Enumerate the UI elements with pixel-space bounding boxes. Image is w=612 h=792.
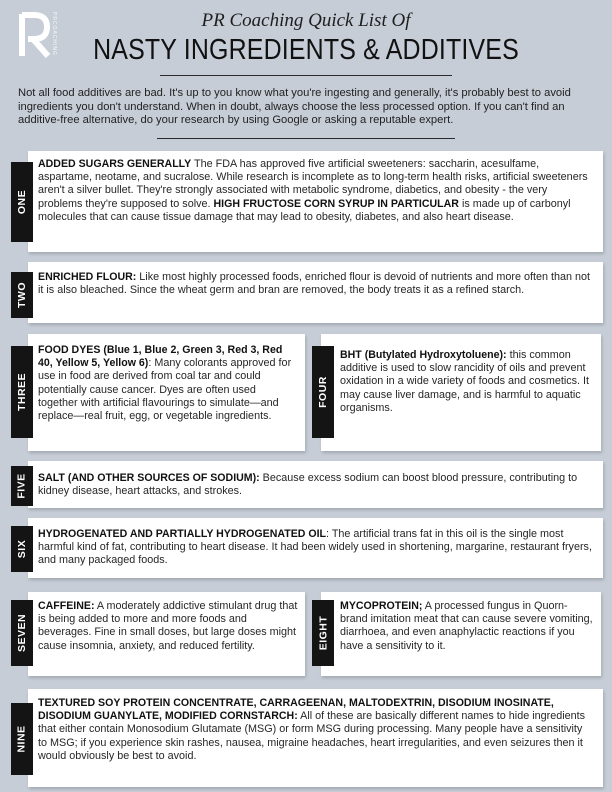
- item-text-nine: TEXTURED SOY PROTEIN CONCENTRATE, CARRAGEENAN, MALTODEXTRIN, DISODIUM INOSINATE, DISODIUM GUANYLATE, MODIFIED CORNSTARCH: All of these are basically different names to hide ingredients that either contain Monosodium Glutamate (MSG) or form MSG during processing. Many people have a sensitivity to MSG; if you experience skin rashes, nausea, migraine headaches, heart irregularities, and even seizures then it would obviously be best to avoid.: [38, 697, 586, 762]
- item-heading-nine: TEXTURED SOY PROTEIN CONCENTRATE, CARRAGEENAN, MALTODEXTRIN, DISODIUM INOSINATE, DISODIUM GUANYLATE, MODIFIED CORNSTARCH:: [38, 697, 554, 723]
- item-text-two: ENRICHED FLOUR: Like most highly processed foods, enriched flour is devoid of nutrients and more often than not it is also bleached. Since the wheat germ and bran are removed, the body treats it as a refined starch.: [38, 271, 591, 297]
- item-text-seven: CAFFEINE: A moderately addictive stimulant drug that is being added to more and more foods and beverages. Fine in small doses, but large doses might cause insomnia, anxiety, and reduced fertility.: [38, 600, 298, 652]
- item-heading-seven: CAFFEINE:: [38, 600, 95, 612]
- item-heading-six: HYDROGENATED AND PARTIALLY HYDROGENATED OIL: [38, 528, 327, 540]
- item-text-one: ADDED SUGARS GENERALLY The FDA has approved five artificial sweeteners: saccharin, acesulfame, aspartame, neotame, and sucralose. While research is incomplete as to long-term health risks, artificial sweeteners aren't a silver bullet. They're strongly associated with metabolic syndrome, diabetics, and obesity - the very problems they're supposed to solve. HIGH FRUCTOSE CORN SYRUP IN PARTICULAR is made up of carbonyl molecules that can cause tissue damage that may lead to obesity, diabetes, and also heart disease.: [38, 158, 588, 223]
- item-tab-six: SIX: [11, 526, 33, 572]
- item-tab-three: THREE: [11, 346, 33, 438]
- item-heading-four: BHT (Butylated Hydroxytoluene):: [340, 349, 507, 361]
- item-heading-eight: MYCOPROTEIN;: [340, 600, 423, 612]
- intro-paragraph: Not all food additives are bad. It's up to you know what you're ingesting and generally, it's probably best to avoid ingredients you don't understand. When in doubt, always choose the less processed option. If you can't find an additive-free alternative, do your research by using Google or asking a reputable expert.: [18, 87, 571, 127]
- logo-side-text: PRCOACHING: [51, 12, 57, 56]
- item-text-three: FOOD DYES (Blue 1, Blue 2, Green 3, Red 3, Red 40, Yellow 5, Yellow 6): Many colorants approved for use in food are derived from coal tar and could potentially cause cancer. Dyes are often used together with artificial flavourings to simulate—and replace—real fruit, egg, or vegetable ingredients.: [38, 344, 292, 423]
- item-tab-eight: EIGHT: [312, 600, 334, 666]
- item-text-six: HYDROGENATED AND PARTIALLY HYDROGENATED OIL: The artificial trans fat in this oil is the single most harmful kind of fat, contributing to heart disease. It had been widely used in shortening, margarine, restaurant fryers, and many packaged foods.: [38, 528, 592, 567]
- item-heading-two: ENRICHED FLOUR:: [38, 271, 137, 283]
- item-heading-one-b: HIGH FRUCTOSE CORN SYRUP IN PARTICULAR: [213, 197, 459, 210]
- item-heading-three: FOOD DYES (Blue 1, Blue 2, Green 3, Red 3, Red 40, Yellow 5, Yellow 6): [38, 344, 283, 370]
- item-text-four: BHT (Butylated Hydroxytoluene): this common additive is used to slow rancidity of oils and prevent oxidation in a wide variety of foods and cosmetics. It may cause liver damage, and is harmful to aquatic organisms.: [340, 349, 590, 414]
- page-title: NASTY INGREDIENTS & ADDITIVES: [93, 34, 519, 66]
- page-subtitle: PR Coaching Quick List Of: [201, 10, 411, 31]
- item-heading-one: ADDED SUGARS GENERALLY: [38, 158, 192, 170]
- item-text-eight: MYCOPROTEIN; A processed fungus in Quorn-brand imitation meat that can cause severe vomiting, diarrhoea, and even anaphylactic reactions if you have a sensitivity to it.: [340, 600, 593, 652]
- title-divider: [160, 75, 452, 76]
- item-tab-five: FIVE: [11, 466, 33, 506]
- item-tab-four: FOUR: [312, 346, 334, 438]
- item-tab-nine: NINE: [11, 703, 33, 775]
- item-tab-one: ONE: [11, 162, 33, 242]
- item-tab-two: TWO: [11, 272, 33, 318]
- intro-divider: [157, 138, 455, 139]
- item-heading-five: SALT (AND OTHER SOURCES OF SODIUM):: [38, 472, 260, 484]
- item-tab-seven: SEVEN: [11, 600, 33, 666]
- item-text-five: SALT (AND OTHER SOURCES OF SODIUM): Because excess sodium can boost blood pressure, contributing to kidney disease, heart attacks, and strokes.: [38, 472, 578, 498]
